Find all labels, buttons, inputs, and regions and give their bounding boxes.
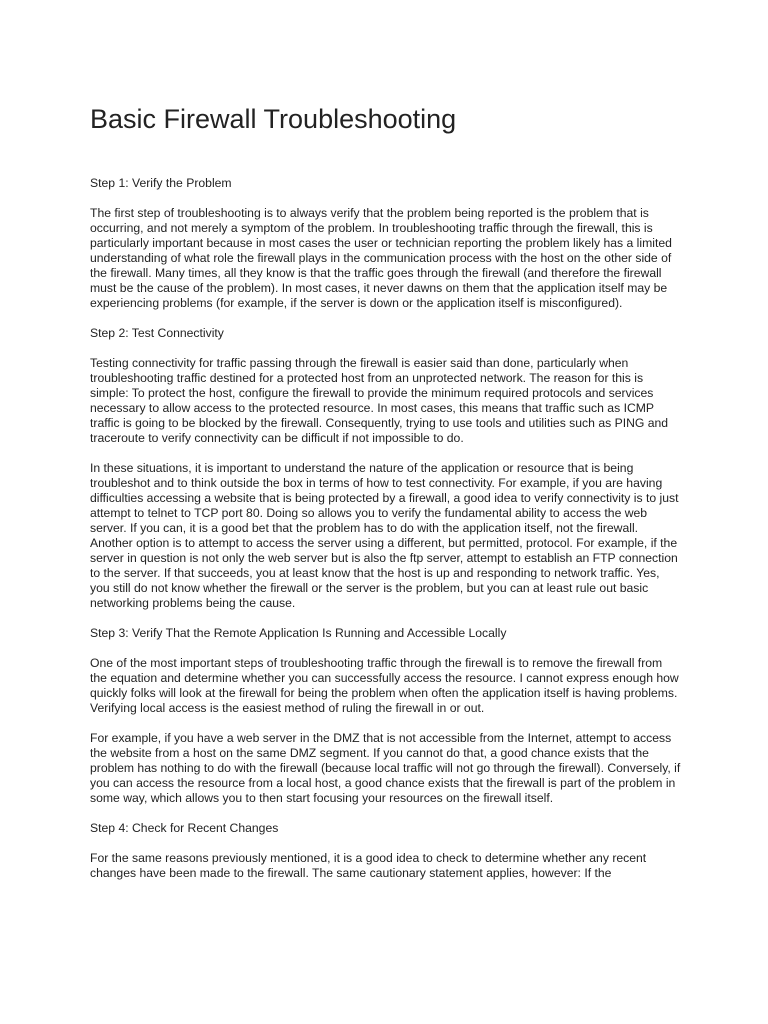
step-2-heading: Step 2: Test Connectivity bbox=[90, 326, 224, 340]
step-2-paragraph-1: Testing connectivity for traffic passing through the firewall is easier said than done, particularly when troubleshooting traffic destined for a protected host from an unprotected network. The reason for this is simple: To protect the host, configure the firewall to provide the minimum required protocols and services necessary to allow access to the protected resource. In most cases, this means that traffic such as ICMP traffic is going to be blocked by the firewall. Consequently, trying to use tools and utilities such as PING and traceroute to verify connectivity can be difficult if not impossible to do. bbox=[90, 356, 669, 445]
document-title: Basic Firewall Troubleshooting bbox=[90, 104, 457, 134]
document-body bbox=[90, 176, 682, 896]
step-3-heading: Step 3: Verify That the Remote Application Is Running and Accessible Locally bbox=[90, 626, 507, 640]
step-2-paragraph-2: In these situations, it is important to understand the nature of the application or resource that is being troubleshot and to think outside the box in terms of how to test connectivity. For example, if you are having difficulties accessing a website that is being protected by a firewall, a good idea to verify connectivity is to just attempt to telnet to TCP port 80. Doing so allows you to verify the fundamental ability to access the web server. If you can, it is a good bet that the problem has to do with the application itself, not the firewall. Another option is to attempt to access the server using a different, but permitted, protocol. For example, if the server in question is not only the web server but is also the ftp server, attempt to establish an FTP connection to the server. If that succeeds, you at least know that the host is up and responding to network traffic. Yes, you still do not know whether the firewall or the server is the problem, but you can at least rule out basic networking problems being the cause. bbox=[90, 461, 679, 610]
step-4-paragraph-1: For the same reasons previously mentioned, it is a good idea to check to determine whether any recent changes have been made to the firewall. The same cautionary statement applies, however: If the bbox=[90, 851, 647, 880]
step-3-paragraph-2: For example, if you have a web server in the DMZ that is not accessible from the Internet, attempt to access the website from a host on the same DMZ segment. If you cannot do that, a good chance exists that the problem has nothing to do with the firewall (because local traffic will not go through the firewall). Conversely, if you can access the resource from a local host, a good chance exists that the firewall is part of the problem in some way, which allows you to then start focusing your resources on the firewall itself. bbox=[90, 731, 681, 805]
step-1-heading: Step 1: Verify the Problem bbox=[90, 176, 232, 190]
step-1-paragraph-1: The first step of troubleshooting is to always verify that the problem being reported is the problem that is occurring, and not merely a symptom of the problem. In troubleshooting traffic through the firewall, this is particularly important because in most cases the user or technician reporting the problem likely has a limited understanding of what role the firewall plays in the communication process with the host on the other side of the firewall. Many times, all they know is that the traffic goes through the firewall (and therefore the firewall must be the cause of the problem). In most cases, it never dawns on them that the application itself may be experiencing problems (for example, if the server is down or the application itself is misconfigured). bbox=[90, 206, 672, 310]
step-4-heading: Step 4: Check for Recent Changes bbox=[90, 821, 279, 835]
step-3-paragraph-1: One of the most important steps of troubleshooting traffic through the firewall is to remove the firewall from the equation and determine whether you can successfully access the resource. I cannot express enough how quickly folks will look at the firewall for being the problem when often the application itself is having problems. Verifying local access is the easiest method of ruling the firewall in or out. bbox=[90, 656, 679, 715]
